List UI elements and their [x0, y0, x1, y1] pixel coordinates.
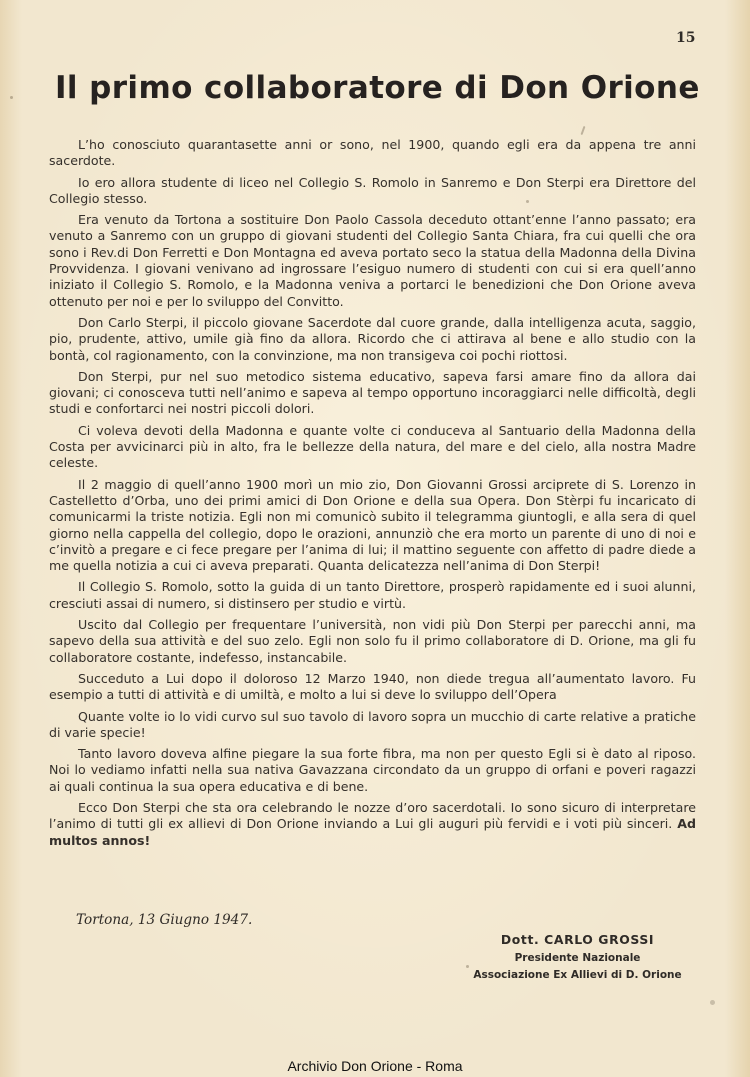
archive-caption: Archivio Don Orione - Roma — [287, 1058, 463, 1074]
paragraph: Don Carlo Sterpi, il piccolo giovane Sacerdote dal cuore grande, dalla intelligenza acuta, saggio, pio, prudente, attivo, umile già fino da allora. Ricordo che ci attirava al bene e allo studio con la bontà, col ragionamento, con la convinzione, ma non transigeva coi pochi riottosi. — [49, 314, 696, 363]
final-paragraph — [49, 800, 696, 849]
page-number: 15 — [676, 30, 696, 46]
signature-block — [450, 931, 705, 984]
paragraph: Il 2 maggio di quell’anno 1900 morì un mio zio, Don Giovanni Grossi arciprete di S. Lorenzo in Castelletto d’Orba, uno dei primi amici di Don Orione e della sua Opera. Don Stèrpi fu incaricato di comunicarmi la triste notizia. Egli non mi comunicò subito il telegramma giuntogli, e alla sera di quel giorno nella cappella del collegio, dopo le orazioni, annunziò che era morto un parente di uno di noi e c’invitò a pregare e ci fece pregare per l’anima di lui; il mattino seguente con affetto di padre diede a me quella notizia a cui ci aveva preparati. Quanta delicatezza nell’anima di Don Sterpi! — [49, 476, 696, 574]
paper-speck — [710, 1000, 715, 1005]
paragraph: Ci voleva devoti della Madonna e quante volte ci conduceva al Santuario della Madonna della Costa per avvicinarci più in alto, fra le bellezze della natura, del mare e del cielo, alla nostra Madre celeste. — [49, 422, 696, 471]
paragraph: Don Sterpi, pur nel suo metodico sistema educativo, sapeva farsi amare fino da allora dai giovani; ci conosceva tutti nell’animo e sapeva al tempo opportuno incoraggiarci nelle difficoltà, degli studi e confortarci nei nostri piccoli dolori. — [49, 368, 696, 417]
paper-speck — [466, 965, 469, 968]
signature-organization: Associazione Ex Allievi di D. Orione — [473, 969, 682, 981]
signature-name: Dott. CARLO GROSSI — [500, 932, 655, 947]
signature-role: Presidente Nazionale — [514, 952, 641, 964]
paragraph: Il Collegio S. Romolo, sotto la guida di un tanto Direttore, prosperò rapidamente ed i suoi alunni, cresciuti assai di numero, si distinsero per studio e virtù. — [49, 579, 696, 611]
paragraph: Io ero allora studente di liceo nel Collegio S. Romolo in Sanremo e Don Sterpi era Direttore del Collegio stesso. — [49, 174, 696, 206]
paragraph: L’ho conosciuto quarantasette anni or sono, nel 1900, quando egli era da appena tre anni sacerdote. — [49, 137, 696, 169]
final-paragraph-text: Ecco Don Sterpi che sta ora celebrando le nozze d’oro sacerdotali. Io sono sicuro di interpretare l’animo di tutti gli ex allievi di Don Orione inviando a Lui gli auguri più fervidi e i voti più sinceri. — [49, 799, 696, 832]
article-title: Il primo collaboratore di Don Orione — [55, 70, 700, 106]
paragraph: Quante volte io lo vidi curvo sul suo tavolo di lavoro sopra un mucchio di carte relative a pratiche di varie specie! — [49, 708, 696, 740]
closing-greeting: Ad multos annos! — [49, 816, 696, 848]
paper-speck — [10, 96, 13, 99]
paper-speck — [581, 126, 586, 135]
article-body — [49, 137, 696, 849]
paragraph: Tanto lavoro doveva alfine piegare la sua forte fibra, ma non per questo Egli si è dato al riposo. Noi lo vediamo infatti nella sua nativa Gavazzana circondato da un gruppo di orfani e poveri ragazzi ai quali continua la sua opera educativa e di bene. — [49, 746, 696, 794]
paragraph: Era venuto da Tortona a sostituire Don Paolo Cassola deceduto ottant’enne l’anno passato; era venuto a Sanremo con un gruppo di giovani studenti del Collegio Santa Chiara, fra cui quelli che ora sono i Rev.di Don Ferretti e Don Montagna ed aveva portato seco la statua della Madonna della Divina Provvidenza. I giovani venivano ad ingrossare l’esiguo numero di studenti con cui si era quell’anno iniziato il Collegio S. Romolo, e la Madonna veniva a portarci le benedizioni che Don Orione aveva ottenuto per noi e per lo sviluppo del Convitto. — [49, 212, 696, 309]
place-date: Tortona, 13 Giugno 1947. — [76, 912, 253, 928]
paragraph: Uscito dal Collegio per frequentare l’università, non vidi più Don Sterpi per parecchi anni, ma sapevo della sua attività e del suo zelo. Egli non solo fu il primo collaboratore di D. Orione, ma gli fu collaboratore costante, indefesso, instancabile. — [49, 617, 696, 665]
paragraph: Succeduto a Lui dopo il doloroso 12 Marzo 1940, non diede tregua all’aumentato lavoro. Fu esempio a tutti di attività e di umiltà, e molto a lui si deve lo sviluppo dell’Opera — [49, 670, 696, 703]
paper-speck — [526, 200, 529, 203]
